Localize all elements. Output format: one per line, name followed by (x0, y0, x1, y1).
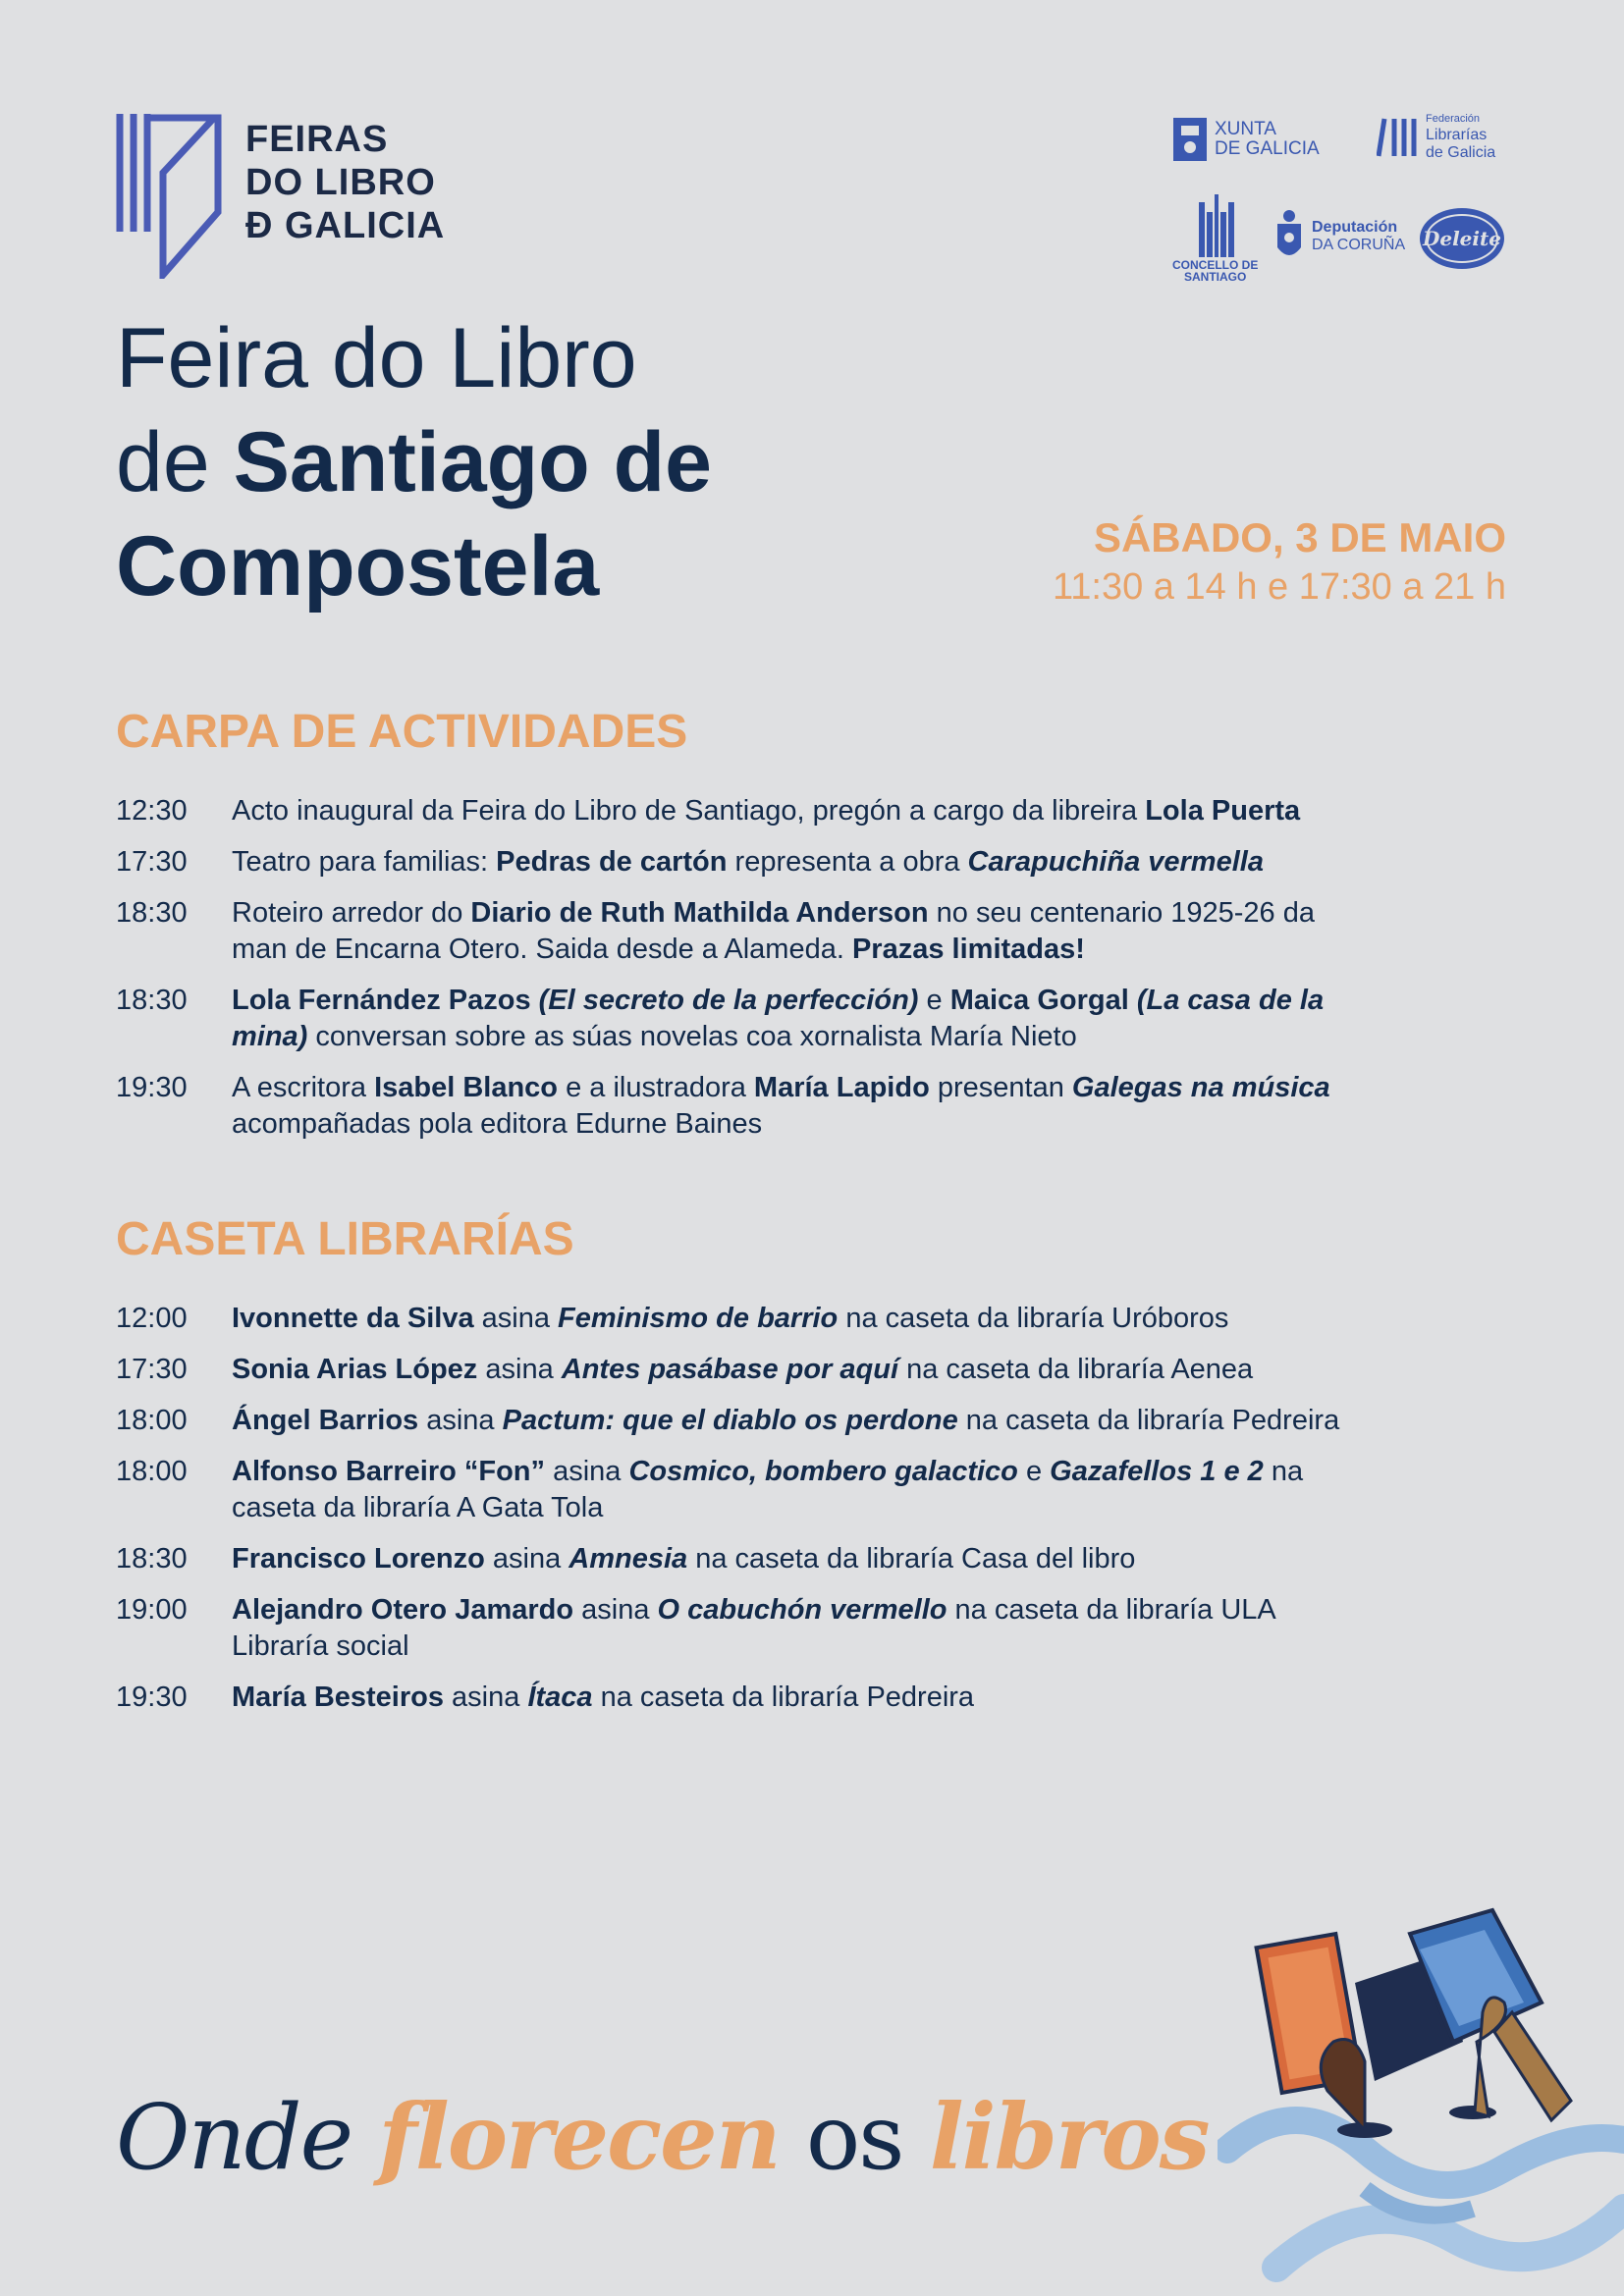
event-time: 18:30 (116, 1543, 188, 1575)
event-time: 18:00 (116, 1456, 188, 1487)
event-text-part: A escritora (232, 1072, 375, 1103)
event-text-part: representa a obra (727, 846, 968, 878)
section-title-caseta: CASETA LIBRARÍAS (116, 1213, 574, 1265)
event-time: 12:00 (116, 1303, 188, 1334)
event-text-part: asina (545, 1456, 629, 1487)
event-time: 17:30 (116, 1354, 188, 1385)
carpa-event-row (116, 793, 1373, 829)
event-text-part: Prazas limitadas! (851, 934, 1085, 965)
concello-santiago-logo: CONCELLO DE SANTIAGO (1172, 188, 1258, 283)
caseta-event-row (116, 1454, 1373, 1526)
book-logo-icon (116, 114, 224, 279)
event-text-part: e a ilustradora (558, 1072, 754, 1103)
xunta-logo: XUNTA DE GALICIA (1173, 118, 1320, 161)
xunta-shield-icon (1173, 118, 1207, 161)
event-text-part: Sonia Arias López (232, 1354, 478, 1385)
caseta-schedule (116, 1301, 1373, 1731)
event-text-part: Acto inaugural da Feira do Libro de Santiago, pregón a cargo da libreira (232, 795, 1146, 827)
event-text-part: María Besteiros (232, 1682, 444, 1713)
event-text-part: na caseta da libraría ULA Libraría social (232, 1594, 1275, 1662)
caseta-event-row (116, 1541, 1373, 1577)
event-time: 19:00 (116, 1594, 188, 1626)
event-text-part: acompañadas pola editora Edurne Baines (232, 1108, 763, 1140)
event-text-part: asina (444, 1682, 528, 1713)
event-time: 19:30 (116, 1072, 188, 1103)
event-text-part: conversan sobre as súas novelas coa xornalista María Nieto (307, 1021, 1077, 1052)
event-text-part: na caseta da libraría Uróboros (838, 1303, 1229, 1334)
event-text-part: (El secreto de la perfección) (530, 985, 919, 1016)
event-text-part: na caseta da libraría Aenea (898, 1354, 1254, 1385)
event-description (232, 1592, 1373, 1665)
deputacion-crest-icon (1274, 208, 1304, 265)
event-description (232, 983, 1373, 1055)
event-text-part: (La casa de la mina) (232, 985, 1325, 1052)
event-text-part: Alejandro Otero Jamardo (232, 1594, 574, 1626)
event-date (1053, 512, 1506, 611)
event-text-part: na caseta da libraría A Gata Tola (232, 1456, 1304, 1523)
event-text-part: Pedras de cartón (496, 846, 728, 878)
event-text-part: Alfonso Barreiro “Fon” (232, 1456, 546, 1487)
event-text-part: Galegas na música (1071, 1072, 1330, 1103)
caseta-event-row (116, 1301, 1373, 1337)
event-text-part: asina (484, 1543, 569, 1575)
event-text-part: Antes pasábase por aquí (561, 1354, 899, 1385)
event-description (232, 1680, 1373, 1716)
event-text-part: Maica Gorgal (949, 985, 1129, 1016)
event-text-part: Diario de Ruth Mathilda Anderson (470, 897, 929, 929)
event-description (232, 1403, 1373, 1439)
event-description (232, 1070, 1373, 1143)
svg-text:Deleite: Deleite (1423, 227, 1501, 250)
event-description (232, 1541, 1373, 1577)
event-description (232, 1454, 1373, 1526)
event-text-part: presentan (929, 1072, 1072, 1103)
event-time: 18:30 (116, 897, 188, 929)
deleite-badge-icon (1418, 206, 1506, 271)
event-text-part: asina (477, 1354, 562, 1385)
event-text-part: no seu centenario 1925-26 da man de Encarna Otero. Saida desde a Alameda. (232, 897, 1315, 965)
event-text-part: Cosmico, bombero galactico (628, 1456, 1018, 1487)
event-text-part: Lola Fernández Pazos (232, 985, 531, 1016)
cathedral-icon (1191, 188, 1240, 259)
caseta-event-row (116, 1680, 1373, 1716)
event-day: SÁBADO, 3 DE MAIO (1093, 514, 1506, 561)
event-text-part: na caseta da libraría Casa del libro (687, 1543, 1136, 1575)
event-text-part: asina (573, 1594, 658, 1626)
event-text-part: Ivonnette da Silva (232, 1303, 474, 1334)
carpa-schedule (116, 793, 1373, 1157)
carpa-event-row (116, 844, 1373, 881)
event-text-part: Ítaca (527, 1682, 593, 1713)
event-text-part: María Lapido (753, 1072, 930, 1103)
caseta-event-row (116, 1352, 1373, 1388)
event-text-part: Francisco Lorenzo (232, 1543, 485, 1575)
sponsor-logos (1168, 112, 1512, 289)
carpa-event-row (116, 1070, 1373, 1143)
event-time: 18:00 (116, 1405, 188, 1436)
event-text-part: na caseta da libraría Pedreira (957, 1405, 1340, 1436)
federacion-bars-icon (1377, 115, 1420, 160)
event-text-part: asina (418, 1405, 503, 1436)
event-text-part: e (1017, 1456, 1051, 1487)
feiras-logo (116, 114, 445, 279)
carpa-event-row (116, 895, 1373, 968)
tagline: Onde florecen os libros (116, 2084, 1209, 2190)
page-title: Feira do Libro de Santiago de Compostela (116, 311, 712, 614)
caseta-event-row (116, 1592, 1373, 1665)
carpa-event-row (116, 983, 1373, 1055)
deleite-logo (1418, 206, 1506, 271)
event-text-part: asina (473, 1303, 559, 1334)
event-time: 18:30 (116, 985, 188, 1016)
event-text-part: Roteiro arredor do (232, 897, 471, 929)
event-description (232, 1301, 1373, 1337)
event-text-part: Lola Puerta (1145, 795, 1301, 827)
logo-wordmark: FEIRAS DO LIBRO Ð GALICIA (245, 119, 446, 246)
deputacion-logo: Deputación DA CORUÑA (1274, 208, 1405, 265)
event-text-part: Gazafellos 1 e 2 (1050, 1456, 1264, 1487)
event-description (232, 793, 1373, 829)
event-text-part: Carapuchiña vermella (967, 846, 1264, 878)
section-title-carpa: CARPA DE ACTIVIDADES (116, 706, 688, 758)
event-text-part: Teatro para familias: (232, 846, 497, 878)
event-text-part: Feminismo de barrio (558, 1303, 839, 1334)
event-time: 12:30 (116, 795, 188, 827)
federacion-logo: Federación Librarías de Galicia (1377, 112, 1495, 162)
event-description (232, 895, 1373, 968)
event-text-part: na caseta da libraría Pedreira (592, 1682, 975, 1713)
caseta-event-row (116, 1403, 1373, 1439)
event-text-part: Pactum: que el diablo os perdone (502, 1405, 958, 1436)
event-time: 17:30 (116, 846, 188, 878)
event-text-part: Ángel Barrios (232, 1405, 419, 1436)
event-time: 19:30 (116, 1682, 188, 1713)
event-hours: 11:30 a 14 h e 17:30 a 21 h (1052, 566, 1506, 608)
event-description (232, 1352, 1373, 1388)
event-text-part: e (918, 985, 950, 1016)
books-hands-illustration (1218, 1895, 1624, 2296)
event-description (232, 844, 1373, 881)
event-text-part: O cabuchón vermello (657, 1594, 947, 1626)
event-text-part: Amnesia (568, 1543, 688, 1575)
event-text-part: Isabel Blanco (374, 1072, 559, 1103)
